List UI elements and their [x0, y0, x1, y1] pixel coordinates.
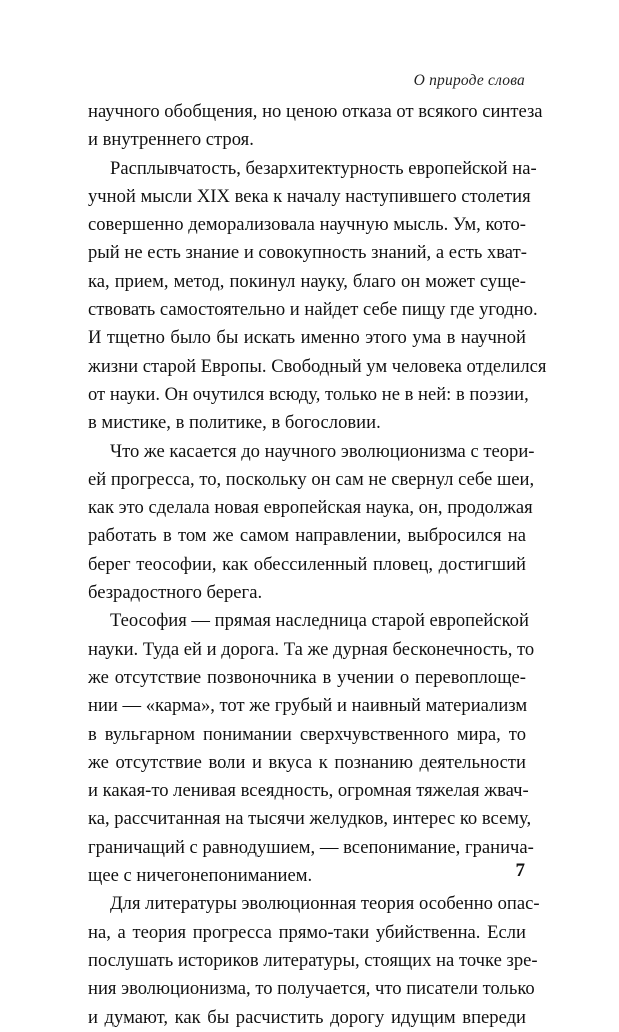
running-head: О природе слова [413, 72, 525, 89]
text-line: щее с ничегонепониманием. [88, 865, 313, 887]
text-line: граничащий с равнодушием, — всепонимание, гранича- [88, 836, 534, 858]
text-line: Что же касается до научного эволюционизма с теори- [110, 440, 535, 462]
text-line: науки. Туда ей и дорога. Та же дурная бесконечность, то [88, 638, 535, 660]
text-line: на, а теория прогресса прямо-таки убийственна. Если [88, 921, 526, 943]
text-line: же отсутствие позвоночника в учении о перевоплоще- [88, 666, 526, 688]
text-line: в вульгарном понимании сверхчувственного мира, то [88, 723, 526, 745]
text-line: как это сделала новая европейская наука, он, продолжая [88, 497, 533, 519]
text-line: ния эволюционизма, то получается, что писатели только [88, 978, 535, 1000]
text-line: же отсутствие воли и вкуса к познанию деятельности [88, 751, 526, 773]
text-line: Теософия — прямая наследница старой европейской [110, 610, 529, 632]
text-line: И тщетно было бы искать именно этого ума в научной [88, 327, 526, 349]
text-line: ей прогресса, то, поскольку он сам не свернул себе шеи, [88, 468, 535, 490]
text-line: и какая-то ленивая всеядность, огромная тяжелая жвач- [88, 780, 529, 802]
text-line: совершенно деморализовала научную мысль. Ум, кото- [88, 214, 526, 236]
text-line: работать в том же самом направлении, выбросился на [88, 525, 526, 547]
text-line: от науки. Он очутился всюду, только не в ней: в поэзии, [88, 383, 529, 405]
text-line: научного обобщения, но ценою отказа от всякого синтеза [88, 101, 543, 122]
text-line: учной мысли XIX века к началу наступившего столетия [88, 185, 531, 207]
body-text [88, 98, 547, 1032]
text-line: берег теософии, как обессиленный пловец, достигший [88, 553, 526, 575]
text-line: в мистике, в политике, в богословии. [88, 412, 381, 434]
text-line: безрадостного берега. [88, 582, 263, 604]
text-line: рый не есть знание и совокупность знаний, а есть хват- [88, 242, 527, 264]
text-line: ка, прием, метод, покинул науку, благо он может суще- [88, 270, 526, 292]
text-line: и думают, как бы расчистить дорогу идущим впереди [88, 1006, 526, 1028]
text-line: Для литературы эволюционная теория особенно опас- [110, 893, 540, 915]
text-line: ствовать самостоятельно и найдет себе пищу где угодно. [88, 299, 538, 321]
text-line: послушать историков литературы, стоящих на точке зре- [88, 949, 538, 971]
text-line: и внутреннего строя. [88, 129, 254, 151]
text-line: ка, рассчитанная на тысячи желудков, интерес ко всему, [88, 808, 532, 830]
page-number: 7 [515, 860, 525, 881]
text-line: Расплывчатость, безархитектурность европейской на- [110, 157, 537, 179]
text-line: жизни старой Европы. Свободный ум человека отделился [88, 355, 547, 377]
text-line: нии — «карма», тот же грубый и наивный материализм [88, 695, 528, 717]
